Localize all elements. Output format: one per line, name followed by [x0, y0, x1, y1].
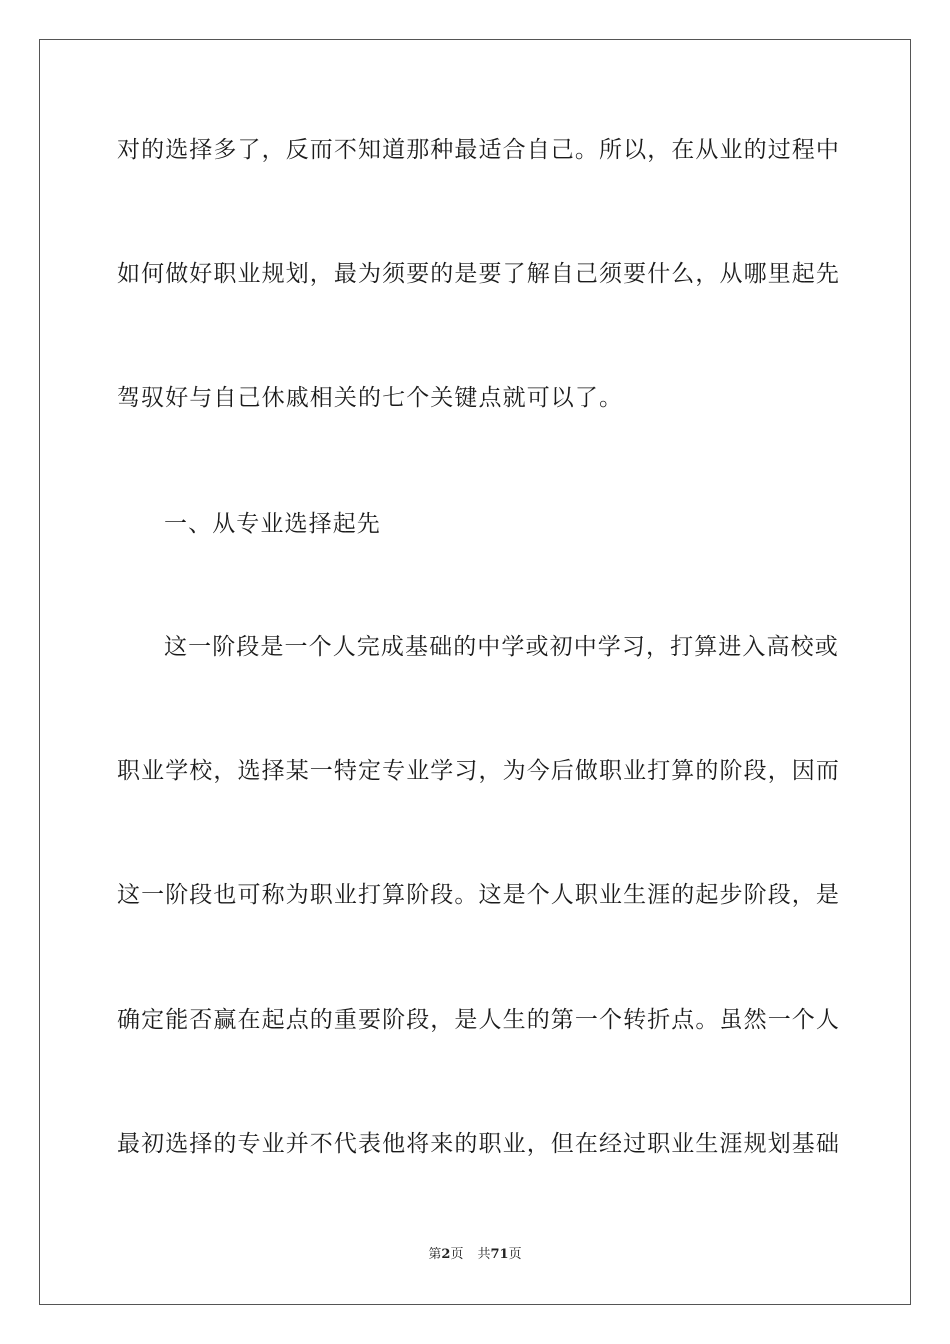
body-line-9: 最初选择的专业并不代表他将来的职业，但在经过职业生涯规划基础	[117, 1131, 840, 1157]
page-footer	[0, 1246, 950, 1264]
body-line-2: 如何做好职业规划，最为须要的是要了解自己须要什么，从哪里起先	[117, 261, 840, 287]
body-line-5: 这一阶段是一个人完成基础的中学或初中学习，打算进入高校或	[164, 634, 839, 660]
page-border	[39, 39, 911, 1305]
page-suffix: 页	[450, 1247, 464, 1262]
body-line-8: 确定能否赢在起点的重要阶段，是人生的第一个转折点。虽然一个人	[117, 1007, 840, 1033]
body-line-7: 这一阶段也可称为职业打算阶段。这是个人职业生涯的起步阶段，是	[117, 882, 840, 908]
page-prefix: 第	[428, 1247, 442, 1262]
body-line-3: 驾驭好与自己休戚相关的七个关键点就可以了。	[117, 385, 624, 411]
section-heading: 一、从专业选择起先	[164, 511, 381, 537]
body-line-6: 职业学校，选择某一特定专业学习，为今后做职业打算的阶段，因而	[117, 758, 840, 784]
page-number: 2	[441, 1247, 451, 1262]
body-line-1: 对的选择多了，反而不知道那种最适合自己。所以，在从业的过程中	[117, 137, 840, 163]
total-suffix: 页	[508, 1247, 522, 1262]
total-prefix: 共	[477, 1247, 491, 1262]
total-pages: 71	[490, 1247, 509, 1262]
